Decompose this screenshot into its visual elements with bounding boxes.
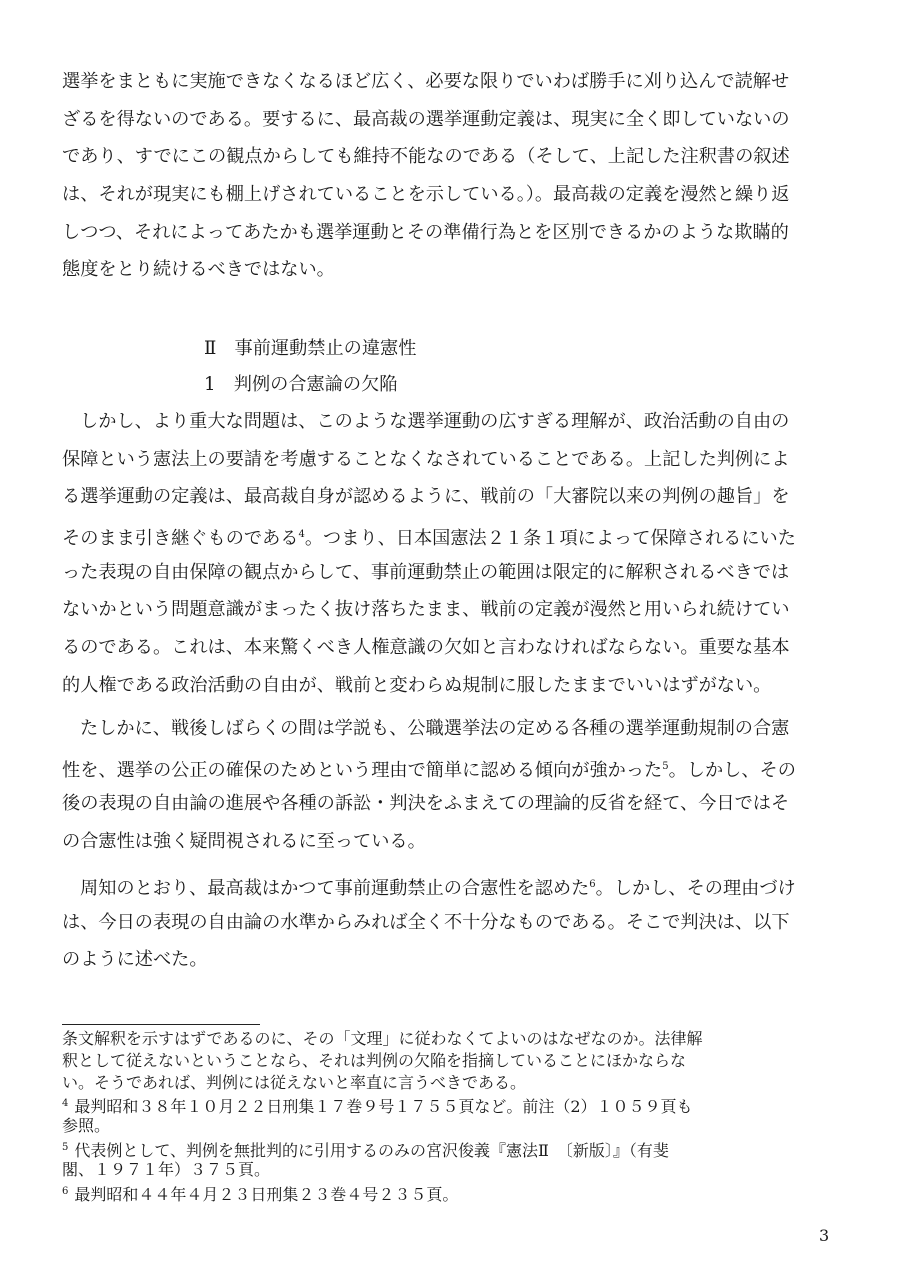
- footnote-number: 6: [62, 1185, 69, 1197]
- footnote-line: い。そうであれば、判例には従えないと率直に言うべきである。: [62, 1072, 527, 1092]
- footnote-5: [62, 1137, 838, 1159]
- footnote-text: 最判昭和３８年１０月２２日刑集１７巻９号１７５５頁など。前注（2）１０５９頁も: [74, 1097, 693, 1117]
- footnote-separator: [62, 1024, 260, 1025]
- text-line: であり、すでにこの観点からしても維持不能なのである（そして、上記した注釈書の叙述: [62, 146, 790, 168]
- paragraph-2: [62, 403, 838, 705]
- footnote-6: [62, 1181, 838, 1203]
- paragraph-4: [62, 866, 838, 979]
- text-line: は、今日の表現の自由論の水準からみれば全く不十分なものである。そこで判決は、以下: [62, 911, 790, 933]
- text-span: 。しかし、その理由づけ: [595, 878, 796, 899]
- footnote-ref-4[interactable]: 4: [298, 529, 305, 541]
- footnote-text: 代表例として、判例を無批判的に引用するのみの宮沢俊義『憲法Ⅱ 〔新版〕』（有斐: [74, 1140, 669, 1160]
- footnote-text: 最判昭和４４年４月２３日刑集２３巻４号２３５頁。: [74, 1184, 459, 1204]
- text-span: 周知のとおり、最高裁はかつて事前運動禁止の合憲性を認めた: [80, 878, 590, 899]
- footnote-ref-5[interactable]: 5: [662, 760, 669, 772]
- footnote-line: 条文解釈を示すはずであるのに、その「文理」に従わなくてよいのはなぜなのか。法律解: [62, 1029, 703, 1048]
- text-span: 。しかし、その: [668, 759, 796, 781]
- text-line: ないかという問題意識がまったく抜け落ちたまま、戦前の定義が漫然と用いられ続けてい: [62, 599, 790, 621]
- text-line: 選挙をまともに実施できなくなるほど広く、必要な限りでいわば勝手に刈り込んで読解せ: [62, 71, 790, 92]
- footnote-line: 参照。: [62, 1116, 111, 1136]
- text-span: そのまま引き継ぐものである: [62, 528, 299, 550]
- footnotes: [62, 1028, 838, 1202]
- footnote-number: 4: [62, 1098, 69, 1110]
- text-line: しつつ、それによってあたかも選挙運動とその準備行為とを区別できるかのような欺瞞的: [62, 221, 789, 243]
- text-line: ざるを得ないのである。要するに、最高裁の選挙運動定義は、現実に全く即していないの: [62, 108, 790, 130]
- text-line: は、それが現実にも棚上げされていることを示している。）。最高裁の定義を漫然と繰り返: [62, 184, 790, 206]
- footnote-ref-6[interactable]: 6: [589, 879, 596, 890]
- text-line: るのである。これは、本来驚くべき人権意識の欠如と言わなければならない。重要な基本: [62, 637, 790, 659]
- text-line: たしかに、戦後しばらくの間は学説も、公職選挙法の定める各種の選挙運動規制の合憲: [80, 718, 790, 739]
- text-line: った表現の自由保障の観点からして、事前運動禁止の範囲は限定的に解釈されるべきでは: [62, 561, 790, 583]
- footnote-number: 5: [62, 1141, 69, 1153]
- text-span: 性を、選挙の公正の確保のためという理由で簡単に認める傾向が強かった: [62, 759, 663, 781]
- text-line: 保障という憲法上の要請を考慮することなくなされていることである。上記した判例によ: [62, 448, 790, 470]
- section-heading: Ⅱ 事前運動禁止の違憲性: [204, 338, 417, 359]
- text-line: [62, 866, 838, 904]
- text-line: 態度をとり続けるべきではない。: [62, 259, 335, 281]
- text-line: る選挙運動の定義は、最高裁自身が認めるように、戦前の「大審院以来の判例の趣旨」を: [62, 486, 790, 508]
- text-line: [62, 516, 838, 554]
- text-line: のように述べた。: [62, 949, 208, 971]
- text-line: 後の表現の自由論の進展や各種の訴訟・判決をふまえての理論的反省を経て、今日ではそ: [62, 793, 790, 815]
- text-line: しかし、より重大な問題は、このような選挙運動の広すぎる理解が、政治活動の自由の: [80, 411, 790, 432]
- paragraph-1: [62, 63, 838, 289]
- paragraph-3: [62, 710, 838, 861]
- footnote-line: 釈として従えないということなら、それは判例の欠陥を指摘していることにほかならな: [62, 1050, 687, 1070]
- text-line: [62, 748, 838, 786]
- footnote-4: [62, 1093, 838, 1115]
- text-line: 的人権である政治活動の自由が、戦前と変わらぬ規制に服したままでいいはずがない。: [62, 674, 772, 696]
- footnote-line: 閣、１９７１年）３７５頁。: [62, 1159, 271, 1179]
- text-line: の合憲性は強く疑問視されるに至っている。: [62, 831, 426, 853]
- page-number: 3: [819, 1226, 830, 1245]
- subsection-heading: 1 判例の合憲論の欠陥: [204, 374, 398, 395]
- text-span: 。つまり、日本国憲法２１条１項によって保障されるにいた: [304, 528, 796, 550]
